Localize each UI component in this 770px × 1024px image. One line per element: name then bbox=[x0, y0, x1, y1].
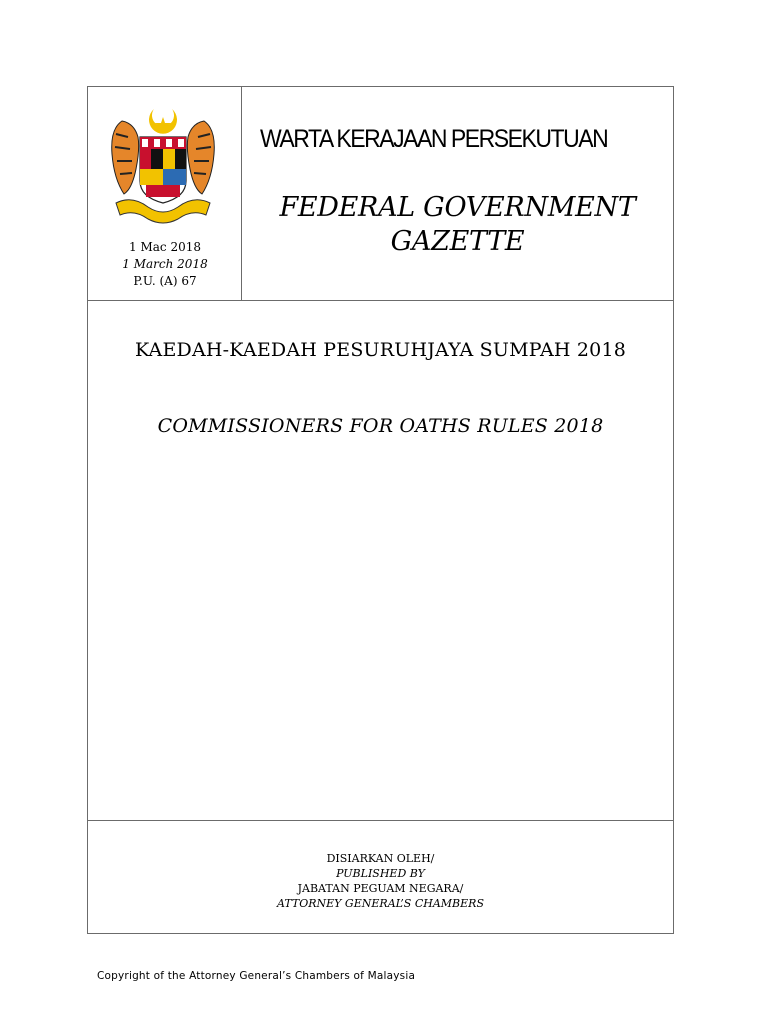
gazette-title-malay: WARTA KERAJAAN PERSEKUTUAN bbox=[260, 125, 608, 153]
gazette-header bbox=[88, 87, 673, 301]
publisher-section bbox=[88, 820, 673, 934]
rules-title-malay: KAEDAH-KAEDAH PESURUHJAYA SUMPAH 2018 bbox=[134, 339, 627, 361]
gazette-dates bbox=[88, 239, 242, 290]
gazette-cover-frame bbox=[87, 86, 674, 934]
publisher-block bbox=[88, 851, 673, 911]
emblem-cell bbox=[88, 87, 242, 300]
publisher-name-malay: JABATAN PEGUAM NEGARA/ bbox=[297, 882, 464, 895]
rules-title-english: COMMISSIONERS FOR OATHS RULES 2018 bbox=[157, 415, 604, 437]
gazette-title-english: FEDERAL GOVERNMENT GAZETTE bbox=[279, 192, 636, 257]
date-malay: 1 Mac 2018 bbox=[129, 240, 201, 254]
date-english: 1 March 2018 bbox=[122, 257, 208, 271]
publisher-name-english: ATTORNEY GENERAL’S CHAMBERS bbox=[277, 897, 484, 910]
copyright-notice: Copyright of the Attorney General’s Chambers of Malaysia bbox=[97, 970, 416, 982]
gazette-reference: P.U. (A) 67 bbox=[133, 274, 197, 288]
coat-of-arms-icon bbox=[102, 99, 224, 229]
title-cell bbox=[242, 87, 673, 300]
published-by-english: PUBLISHED BY bbox=[336, 867, 425, 880]
published-by-malay: DISIARKAN OLEH/ bbox=[326, 852, 435, 865]
